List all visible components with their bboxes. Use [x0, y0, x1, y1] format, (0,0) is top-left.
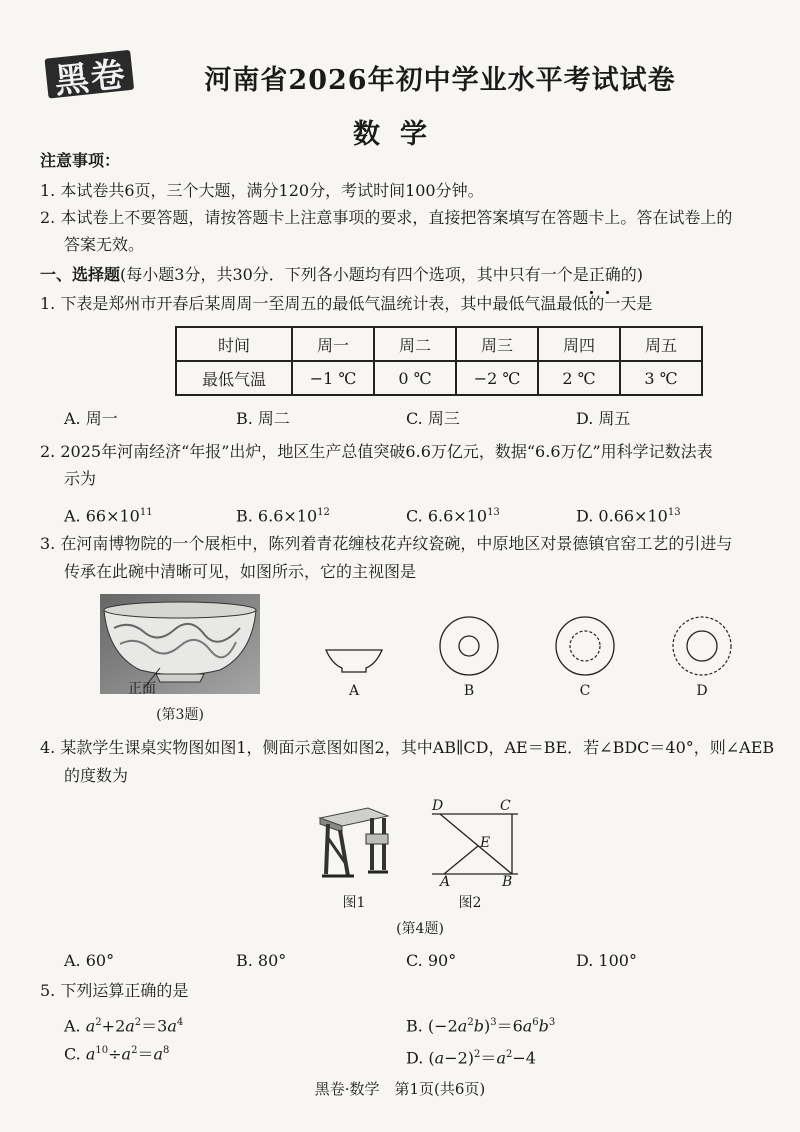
q1-choice-d[interactable]: D. 周五: [576, 409, 631, 428]
table-cell: 周一: [292, 327, 374, 361]
logo: [44, 41, 139, 100]
table-row: [176, 327, 702, 361]
q5-choice-b[interactable]: B. $(-2a^2b)^3=6a^6b^3$: [406, 1016, 556, 1036]
point-d-label: D: [432, 798, 444, 814]
question-2-text-cont: 示为: [64, 469, 97, 488]
logo-text: 黑卷: [52, 54, 129, 102]
note-item-2: 2. 本试卷上不要答题，请按答题卡上注意事项的要求，直接把答案填写在答题卡上。答在试卷上的: [40, 208, 733, 227]
table-cell: 时间: [176, 327, 292, 361]
section-title: 一、选择题: [40, 265, 121, 284]
q4-choice-c[interactable]: C. 90°: [406, 951, 457, 970]
page-footer: 黑卷·数学 第1页(共6页): [314, 1080, 486, 1098]
point-e-label: E: [480, 835, 491, 851]
option-d-label: D: [696, 683, 708, 699]
choice-label: A. 66×10: [64, 506, 140, 526]
q1-choice-c[interactable]: C. 周三: [406, 409, 460, 428]
table-cell: 周二: [374, 327, 456, 361]
desk-photo: [314, 804, 394, 884]
note-item-1: 1. 本试卷共6页，三个大题，满分120分，考试时间100分钟。: [40, 181, 484, 200]
question-2-text: 2. 2025年河南经济“年报”出炉，地区生产总值突破6.6万亿元，数据“6.6万亿”用科学记数法表: [40, 442, 713, 461]
table-cell: 周五: [620, 327, 702, 361]
option-b-concentric-circles[interactable]: [437, 614, 501, 678]
fig2-label: 图2: [458, 895, 482, 911]
q4-choice-d[interactable]: D. 100°: [576, 951, 637, 970]
section-desc: (每小题3分，共30分．下列各小题均有四个选项，其中只有一个是正确的): [120, 265, 644, 284]
point-b-label: B: [502, 874, 513, 890]
subject-title: 数学: [353, 119, 447, 150]
option-b-label: B: [463, 683, 475, 699]
section-heading: [40, 264, 643, 286]
question-1-text: 1. 下表是郑州市开春后某周周一至周五的最低气温统计表，其中最低气温最低的一天是: [40, 294, 653, 313]
q4-caption: (第4题): [396, 921, 444, 937]
q5-choice-a[interactable]: A. $a^2+2a^2=3a^4$: [64, 1016, 184, 1036]
q2-choice-d[interactable]: [576, 502, 681, 527]
table-cell: 2 ℃: [538, 361, 620, 395]
q4-choice-a[interactable]: A. 60°: [64, 951, 115, 970]
temperature-table: [175, 326, 703, 396]
q1-choice-b[interactable]: B. 周二: [236, 409, 290, 428]
table-row: [176, 361, 702, 395]
fig1-label: 图1: [342, 895, 366, 911]
question-3-text: 3. 在河南博物院的一个展柜中，陈列着青花缠枝花卉纹瓷碗，中原地区对景德镇官窑工艺的引进与: [40, 534, 733, 553]
table-cell: 最低气温: [176, 361, 292, 395]
table-cell: 3 ℃: [620, 361, 702, 395]
q5-choice-c[interactable]: C. $a^{10}\div a^2=a^8$: [64, 1044, 170, 1064]
option-d-dashed-outer-circle[interactable]: [670, 614, 734, 678]
emphasis-dot: [606, 291, 609, 294]
point-a-label: A: [440, 874, 451, 890]
choice-exponent: 13: [487, 507, 500, 518]
q3-caption: (第3题): [156, 707, 204, 723]
option-a-bowl-view[interactable]: [322, 640, 386, 680]
question-5-text: 5. 下列运算正确的是: [40, 981, 189, 1000]
note-item-2-cont: 答案无效。: [64, 235, 145, 254]
table-cell: 周三: [456, 327, 538, 361]
table-cell: 0 ℃: [374, 361, 456, 395]
q1-choice-a[interactable]: A. 周一: [64, 409, 118, 428]
option-c-label: C: [579, 683, 591, 699]
table-cell: 周四: [538, 327, 620, 361]
option-a-label: A: [348, 683, 360, 699]
choice-label: C. 6.6×10: [406, 506, 488, 526]
choice-label: D. 0.66×10: [576, 506, 668, 526]
option-c-dashed-inner-circle[interactable]: [553, 614, 617, 678]
table-cell: −1 ℃: [292, 361, 374, 395]
q2-choice-a[interactable]: [64, 502, 153, 527]
question-4-text: 4. 某款学生课桌实物图如图1，侧面示意图如图2，其中AB∥CD，AE＝BE．若∠BDC＝40°，则∠AEB: [40, 738, 775, 757]
choice-exponent: 13: [667, 507, 681, 518]
emphasis-dot: [590, 291, 593, 294]
q2-choice-b[interactable]: [236, 502, 330, 527]
question-4-text-cont: 的度数为: [64, 766, 129, 785]
q5-choice-d[interactable]: D. $(a-2)^2=a^2-4$: [406, 1048, 536, 1068]
question-3-text-cont: 传承在此碗中清晰可见，如图所示，它的主视图是: [64, 562, 417, 581]
choice-exponent: 11: [139, 507, 153, 518]
desk-side-diagram: [428, 808, 522, 880]
page-title: 河南省2026年初中学业水平考试试卷: [204, 65, 676, 96]
choice-label: B. 6.6×10: [236, 506, 318, 526]
table-cell: −2 ℃: [456, 361, 538, 395]
front-label: 正面: [128, 681, 156, 697]
point-c-label: C: [500, 798, 511, 814]
q2-choice-c[interactable]: [406, 502, 500, 527]
q4-choice-b[interactable]: B. 80°: [236, 951, 287, 970]
choice-exponent: 12: [317, 507, 330, 518]
notes-heading: 注意事项：: [40, 151, 121, 170]
bowl-photo: [100, 594, 260, 694]
